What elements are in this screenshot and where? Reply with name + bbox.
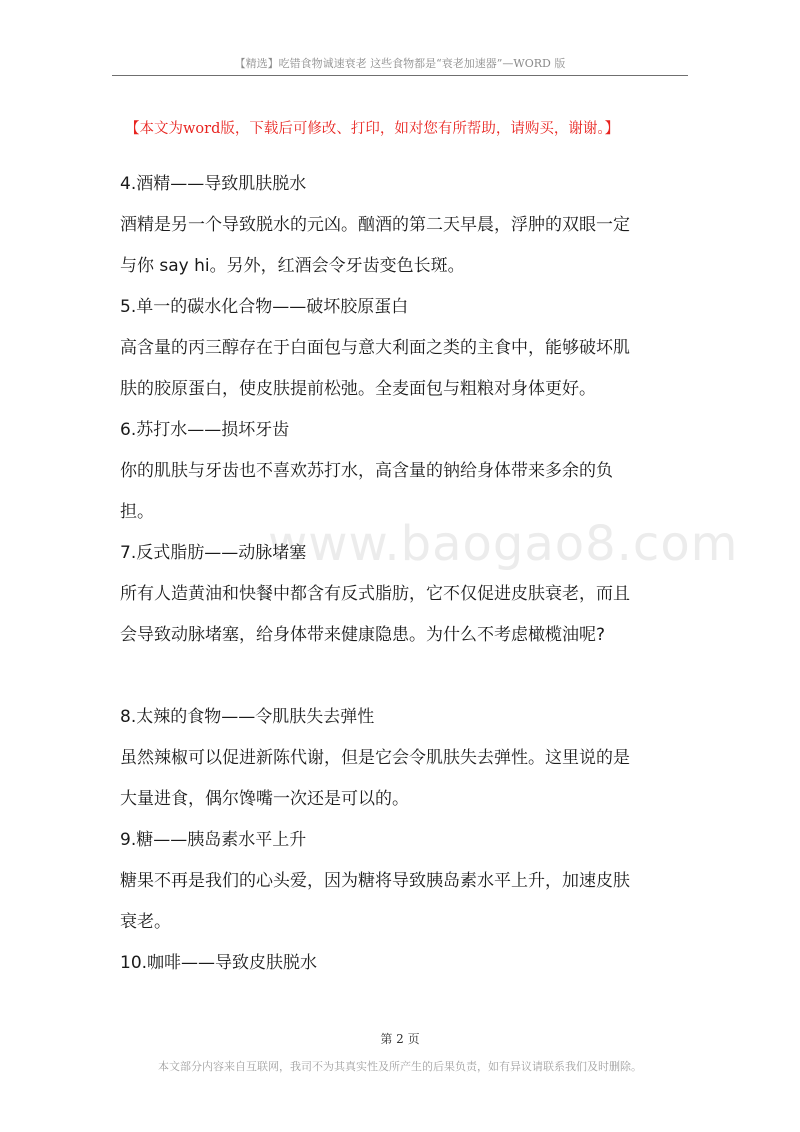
section-heading-8: 8.太辣的食物——令肌肤失去弹性 [120,707,375,727]
section-heading-9: 9.糖——胰岛素水平上升 [120,830,307,850]
paragraph-line: 虽然辣椒可以促进新陈代谢，但是它会令肌肤失去弹性。这里说的是 [120,748,630,768]
watermark-text: www.baogao8.com [268,516,739,572]
paragraph-line: 大量进食，偶尔馋嘴一次还是可以的。 [120,789,409,809]
header-divider [112,75,688,76]
footer-disclaimer: 本文部分内容来自互联网，我司不为其真实性及所产生的后果负责，如有异议请联系我们及时删除。 [158,1060,642,1073]
download-notice: 【本文为word版，下载后可修改、打印，如对您有所帮助，请购买，谢谢。】 [125,121,620,137]
paragraph-line: 担。 [120,502,154,522]
article-body [120,164,680,984]
section-heading-5: 5.单一的碳水化合物——破坏胶原蛋白 [120,297,409,317]
paragraph-line: 所有人造黄油和快餐中都含有反式脂肪，它不仅促进皮肤衰老，而且 [120,584,630,604]
paragraph-line: 酒精是另一个导致脱水的元凶。酗酒的第二天早晨，浮肿的双眼一定 [120,215,630,235]
paragraph-line: 高含量的丙三醇存在于白面包与意大利面之类的主食中，能够破坏肌 [120,338,630,358]
paragraph-line: 会导致动脉堵塞，给身体带来健康隐患。为什么不考虑橄榄油呢? [120,625,606,645]
paragraph-line: 衰老。 [120,912,171,932]
paragraph-line: 与你 say hi。另外，红酒会令牙齿变色长斑。 [120,256,465,276]
section-heading-4: 4.酒精——导致肌肤脱水 [120,174,307,194]
section-heading-7: 7.反式脂肪——动脉堵塞 [120,543,307,563]
section-heading-10: 10.咖啡——导致皮肤脱水 [120,953,318,973]
blank-line [120,656,680,697]
page-header-title: 【精选】吃错食物诚速衰老 这些食物都是“衰老加速器”—WORD 版 [234,57,566,70]
paragraph-line: 肤的胶原蛋白，使皮肤提前松弛。全麦面包与粗粮对身体更好。 [120,379,596,399]
paragraph-line: 糖果不再是我们的心头爱，因为糖将导致胰岛素水平上升，加速皮肤 [120,871,630,891]
section-heading-6: 6.苏打水——损坏牙齿 [120,420,290,440]
page-number: 第 2 页 [380,1032,420,1046]
paragraph-line: 你的肌肤与牙齿也不喜欢苏打水，高含量的钠给身体带来多余的负 [120,461,613,481]
